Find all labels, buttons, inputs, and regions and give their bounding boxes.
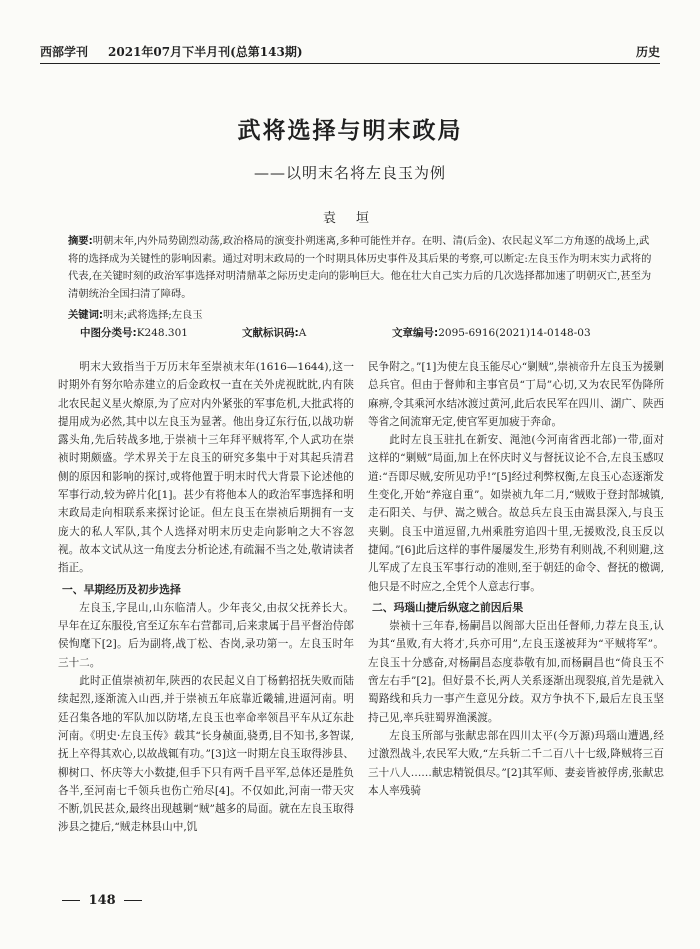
doc-code-label: 文献标识码: xyxy=(242,327,299,339)
article-subtitle: ——以明末名将左良玉为例 xyxy=(253,164,446,182)
clc-number xyxy=(80,325,188,340)
page-number: 148 xyxy=(88,893,116,908)
paragraph: 左良玉,字昆山,山东临清人。少年丧父,由叔父抚养长大。早年在辽东服役,官至辽东车右营都司,后来隶属于昌平督治侍郎侯恂麾下[2]。后为副将,战丁松、杏岗,录功第一。左良玉时年三十二。 xyxy=(58,601,354,669)
section-heading-1: 一、早期经历及初步选择 xyxy=(62,582,181,596)
article-number-label: 文章编号: xyxy=(392,327,439,339)
left-column xyxy=(58,358,354,837)
footer-dash-left xyxy=(62,900,80,901)
clc-label: 中图分类号: xyxy=(80,327,137,339)
abstract-label: 摘要: xyxy=(68,235,93,247)
abstract xyxy=(68,233,658,304)
running-header xyxy=(40,40,660,64)
author-name: 袁 垣 xyxy=(322,211,378,226)
section-heading-2: 二、玛瑙山捷后纵寇之前因后果 xyxy=(372,600,524,614)
paragraph: 民争附之。”[1]为使左良玉能尽心“剿贼”,崇祯帝升左良玉为援剿总兵官。但由于督帅和主事官员“丁局”心切,又为农民军伪降所麻痹,令其乘河水结冰渡过黄河,此后农民军在四川、湖广、陕西等省之间流窜无定,使官军更加疲于奔命。 xyxy=(368,361,664,428)
page-footer xyxy=(58,893,146,908)
paragraph: 此时左良玉驻扎在新安、渑池(今河南省西北部)一带,面对这样的“剿贼”局面,加上在怀庆时义与督抚议论不合,左良玉感叹道:“吾即尽贼,安所见功乎!”[5]经过利弊权衡,左良玉心态逐渐发生变化,开始“养寇自重”。如崇祯九年二月,“贼败于登封郜城镇,走石阳关、与伊、嵩之贼合。故总兵左良玉由嵩县深入,与良玉夹剿。良玉中道逗留,九州乘胜穷追四十里,无援败没,良玉反以捷闻。”[6]此后这样的事件屡屡发生,形势有利则战,不利则避,这儿军成了左良玉军事行动的准则,至于朝廷的命令、督抚的檄调,他只是不时应之,全凭个人意志行事。 xyxy=(368,434,664,593)
document-code xyxy=(242,325,306,340)
article-title: 武将选择与明末政局 xyxy=(237,118,463,144)
keywords xyxy=(68,306,658,321)
paragraph: 明末大致指当于万历末年至崇祯末年(1616—1644),这一时期外有努尔哈赤建立的后金政权一直在关外虎视眈眈,内有陕北农民起义星火燎原,为了应对内外紧张的军事危机,大批武将的提用成为必然,其中以左良玉为显著。他出身辽东行伍,以战功崭露头角,先后转战多地,于崇祯十三年拜平贼将军,个人武功在崇祯时期颇盛。学术界关于左良玉的研究多集中于对其起兵清君侧的原因和影响的探讨,或将他置于明末时代大背景下论述他的军事行动,较为碎片化[1]。甚少有将他本人的政治军事选择和明末政局走向相联系来探讨论证。但左良玉在崇祯后期拥有一支庞大的私人军队,其个人选择对明末历史走向影响之大不容忽视。故本文试从这一角度去分析论述,有疏漏不当之处,敬请读者指正。 xyxy=(58,361,354,575)
journal-name: 西部学刊 xyxy=(40,45,89,59)
paragraph: 左良玉所部与张献忠部在四川太平(今万源)玛瑙山遭遇,经过激烈战斗,农民军大败,“左兵斩二千二百八十七级,降贼将三百三十八人……献忠精锐俱尽。”[2]其军师、妻妾皆被俘虏,张献忠本人率残骑 xyxy=(368,729,664,797)
section-label: 历史 xyxy=(635,45,660,59)
clc-value: K248.301 xyxy=(136,327,188,339)
keywords-text: 明末;武将选择;左良玉 xyxy=(103,309,203,321)
paragraph: 崇祯十三年春,杨嗣昌以阁部大臣出任督师,力荐左良玉,认为其“虽败,有大将才,兵亦可用”,左良玉遂被拜为“平贼将军”。左良玉十分感奋,对杨嗣昌态度恭敬有加,而杨嗣昌也“倚良玉不啻左右手”[2]。但好景不长,两人关系逐渐出现裂痕,首先是就入蜀路线和兵力一事产生意见分歧。双方争执不下,最后左良玉坚持己见,率兵驻蜀界渔溪渡。 xyxy=(368,620,664,724)
footer-dash-right xyxy=(124,900,142,901)
issue-info: 2021年07月下半月刊(总第143期) xyxy=(108,45,303,59)
keywords-label: 关键词: xyxy=(68,309,104,321)
article-number-value: 2095-6916(2021)14-0148-03 xyxy=(438,327,591,339)
paragraph: 此时正值崇祯初年,陕西的农民起义自丁杨鹤招抚失败而陆续起烈,逐渐流入山西,并于崇祯五年底靠近畿辅,进逼河南。明廷召集各地的军队加以防堵,左良玉也率命率领昌平车从辽东赴河南。《明史·左良玉传》载其“长身赪面,骁勇,目不知书,多智谋,抚上卒得其欢心,以故战辄有功。”[3]这一时期左良玉取得涉县、柳树口、怀庆等大小数捷,但手下只有两千昌平军,总体还是胜负各半,至河南七千领兵也伤亡殆尽[4]。不仅如此,河南一带天灾不断,饥民甚众,最终出现越剿“贼”越多的局面。就在左良玉取得涉县之捷后,“贼走林县山中,饥 xyxy=(58,675,354,834)
doc-code-value: A xyxy=(298,327,307,339)
article-number xyxy=(392,325,591,340)
abstract-text: 明朝末年,内外局势剧烈动荡,政治格局的演变扑朔迷离,多种可能性并存。在明、清(后金)、农民起义军二方角逐的战场上,武将的选择成为关键性的影响因素。通过对明末政局的一个时期具体历史事件及其后果的考察,可以断定:左良玉作为明末实力武将的代表,在关键时刻的政治军事选择对明清鼎革之际历史走向的影响巨大。他在壮大自己实力后的几次选择都加速了明朝灭亡,甚至为清朝统治全国扫清了障碍。 xyxy=(68,235,652,301)
right-column xyxy=(368,358,664,800)
